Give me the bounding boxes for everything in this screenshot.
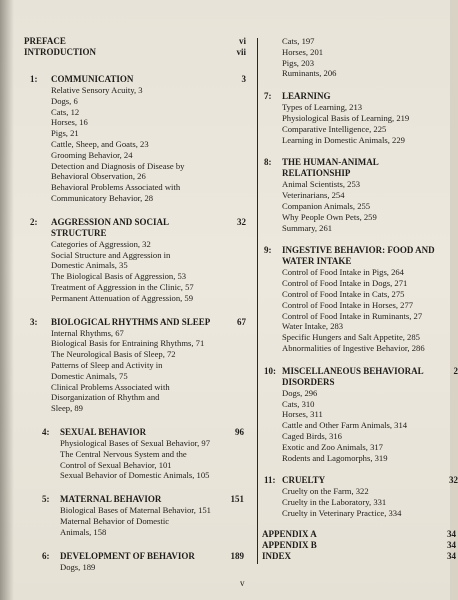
chapter-entries [14,562,250,573]
chapter-page: 32 [449,475,458,486]
toc-entry: Internal Rhythms, 67 [51,327,124,338]
back-matter-page: 34 [447,528,456,539]
toc-entry: Sexual Behavior of Domestic Animals, 105 [60,470,210,481]
back-matter-label: APPENDIX B [262,539,317,550]
chapter-page: 151 [230,494,244,505]
toc-chapter [14,217,250,304]
toc-entry: Dogs, 296 [282,387,318,398]
toc-entry: Control of Food Intake in Cats, 275 [282,288,405,299]
chapter-entries [14,505,250,537]
chapter-title: MATERNAL BEHAVIOR [60,494,162,505]
toc-entry: Animal Scientists, 253 [282,179,361,190]
chapter-heading [14,551,250,562]
chapter-title: SEXUAL BEHAVIOR [60,426,147,437]
back-matter-item [262,550,456,562]
chapter-entries [262,486,450,518]
toc-chapter [262,91,450,145]
toc-chapter [14,317,250,414]
chapter-heading [262,245,450,267]
toc-entry: Patterns of Sleep and Activity in Domestic Animals, 75 [51,359,163,381]
chapter-heading [14,74,250,85]
toc-entry: Learning in Domestic Animals, 229 [282,134,405,145]
toc-left-column [14,36,250,572]
toc-entry: Maternal Behavior of Domestic Animals, 158 [60,515,170,537]
toc-chapter [14,74,250,204]
chapter-6-continuation [262,36,450,79]
toc-entry: Cats, 310 [282,398,315,409]
toc-entry: Behavioral Problems Associated with Communicatory Behavior, 28 [51,182,181,203]
toc-entry: Biological Basis for Entraining Rhythms, 71 [51,338,205,349]
toc-entry: Veterinarians, 254 [282,190,345,201]
page-number-footer: v [240,578,245,588]
chapter-page: 2 [453,365,458,376]
chapter-entries [14,85,250,204]
toc-front-item [14,47,250,58]
toc-front-page: vii [236,47,246,57]
chapter-number: 3: [30,316,38,327]
chapter-title: BIOLOGICAL RHYTHMS AND SLEEP [51,316,211,327]
chapter-number: 7: [264,91,272,102]
chapter-heading [14,427,250,438]
toc-entry: Control of Food Intake in Dogs, 271 [282,278,408,289]
toc-entry: Control of Food Intake in Pigs, 264 [282,267,404,278]
toc-entry: Horses, 16 [51,117,88,128]
chapter-title: AGGRESSION AND SOCIAL STRUCTURE [51,216,170,238]
toc-entry: Cattle and Other Farm Animals, 314 [282,420,408,431]
chapter-number: 10: [264,365,276,376]
chapter-page: 32 [237,216,246,227]
chapter-heading [14,317,250,328]
chapter-entries [262,179,450,233]
toc-entry: Biological Bases of Maternal Behavior, 151 [60,505,211,516]
toc-entry: Summary, 261 [282,222,333,233]
column-divider [257,38,258,564]
toc-entry: Comparative Intelligence, 225 [282,123,387,134]
toc-entry: Horses, 311 [282,409,323,420]
toc-entry: The Central Nervous System and the Control of Sexual Behavior, 101 [60,448,187,470]
toc-entry: Cats, 197 [282,36,315,46]
toc-chapter [14,427,250,481]
toc-entry: Permanent Attenuation of Aggression, 59 [51,292,194,303]
chapter-title: MISCELLANEOUS BEHAVIORAL DISORDERS [282,365,424,387]
chapter-entries [262,388,450,464]
toc-chapter [262,365,458,464]
chapter-title: THE HUMAN-ANIMAL RELATIONSHIP [282,157,379,179]
toc-entry: Pigs, 21 [51,128,79,139]
chapter-number: 9: [264,245,272,256]
toc-entry: Dogs, 6 [51,95,78,106]
toc-entry: Cats, 12 [51,106,80,117]
chapter-title: LEARNING [282,91,331,102]
back-matter-item [262,539,456,551]
toc-entry: Water Intake, 283 [282,321,344,332]
toc-entry: Ruminants, 206 [282,68,337,79]
toc-entry: Pigs, 203 [282,57,314,68]
page-edge-shadow [0,0,14,600]
chapter-title: INGESTIVE BEHAVIOR: FOOD AND WATER INTAKE [282,245,435,267]
chapter-number: 8: [264,157,272,168]
chapter-entries [14,438,250,481]
back-matter-label: INDEX [262,550,292,561]
chapter-heading [14,217,250,239]
chapter-heading [14,494,250,505]
chapter-page: 189 [230,550,244,561]
chapter-number: 6: [42,550,50,561]
toc-chapter [14,551,250,573]
toc-entry: The Biological Basis of Aggression, 53 [51,271,187,282]
chapter-entries [262,102,450,145]
chapter-entries [262,267,450,353]
toc-entry: Rodents and Lagomorphs, 319 [282,452,388,463]
toc-chapter [262,475,458,518]
toc-entry: Exotic and Zoo Animals, 317 [282,441,383,452]
toc-entry: Types of Learning, 213 [282,102,363,113]
toc-entry: Relative Sensory Acuity, 3 [51,85,143,95]
toc-entry: Abnormalities of Ingestive Behavior, 286 [282,342,425,353]
chapter-title: CRUELTY [282,475,326,486]
toc-chapter [262,157,450,233]
toc-entry: Clinical Problems Associated with Disorganization of Rhythm and Sleep, 89 [51,381,170,414]
toc-entry: Cruelty on the Farm, 322 [282,486,369,497]
back-matter-page: 34 [447,550,456,561]
chapter-title: COMMUNICATION [51,74,134,84]
back-matter-page: 34 [447,539,456,550]
toc-entry: Dogs, 189 [60,561,96,572]
chapter-entries [14,328,250,414]
chapter-number: 5: [42,494,50,505]
toc-front-label: PREFACE [24,36,66,46]
toc-entry: The Neurological Basis of Sleep, 72 [51,349,176,360]
back-matter-label: APPENDIX A [262,528,317,539]
toc-front-item [14,36,250,47]
toc-entry: Control of Food Intake in Horses, 277 [282,299,414,310]
chapter-heading [262,91,450,102]
toc-entry: Grooming Behavior, 24 [51,149,133,160]
back-matter [262,528,456,562]
chapter-title: DEVELOPMENT OF BEHAVIOR [60,550,195,561]
toc-right-column [262,36,458,562]
toc-entry: Why People Own Pets, 259 [282,211,377,222]
chapter-heading [262,157,450,179]
chapter-page: 96 [235,426,244,437]
toc-entry: Categories of Aggression, 32 [51,238,151,249]
chapter-number: 2: [30,216,38,227]
chapter-number: 11: [264,475,276,486]
chapter-page: 3 [241,74,246,84]
toc-entry: Control of Food Intake in Ruminants, 27 [282,310,423,321]
chapter-entries [14,239,250,304]
toc-entry: Physiological Bases of Sexual Behavior, 97 [60,437,211,448]
toc-front-page: vi [238,36,246,46]
toc-chapter [14,494,250,537]
toc-entry: Detection and Diagnosis of Disease by Behavioral Observation, 26 [51,160,185,182]
toc-entry: Physiological Basis of Learning, 219 [282,112,410,123]
back-matter-item [262,528,456,540]
toc-right-chapters [262,91,458,519]
toc-entry: Companion Animals, 255 [282,200,371,211]
toc-chapter [262,245,450,353]
toc-entry: Treatment of Aggression in the Clinic, 57 [51,281,194,292]
toc-entry: Specific Hungers and Salt Appetite, 285 [282,332,420,343]
chapter-number: 4: [42,426,50,437]
toc-entry: Cruelty in the Laboratory, 331 [282,497,387,508]
chapter-heading [262,365,458,388]
chapter-number: 1: [30,74,38,84]
toc-entry: Caged Birds, 316 [282,430,342,441]
toc-entry: Cattle, Sheep, and Goats, 23 [51,138,149,149]
front-matter [14,36,250,58]
chapter-heading [262,475,458,486]
toc-entry: Horses, 201 [282,46,324,57]
toc-left-chapters [14,74,250,572]
toc-front-label: INTRODUCTION [24,47,97,57]
toc-entry: Cruelty in Veterinary Practice, 334 [282,507,402,518]
chapter-page: 67 [237,316,246,327]
toc-entry: Social Structure and Aggression in Domestic Animals, 35 [51,249,171,271]
